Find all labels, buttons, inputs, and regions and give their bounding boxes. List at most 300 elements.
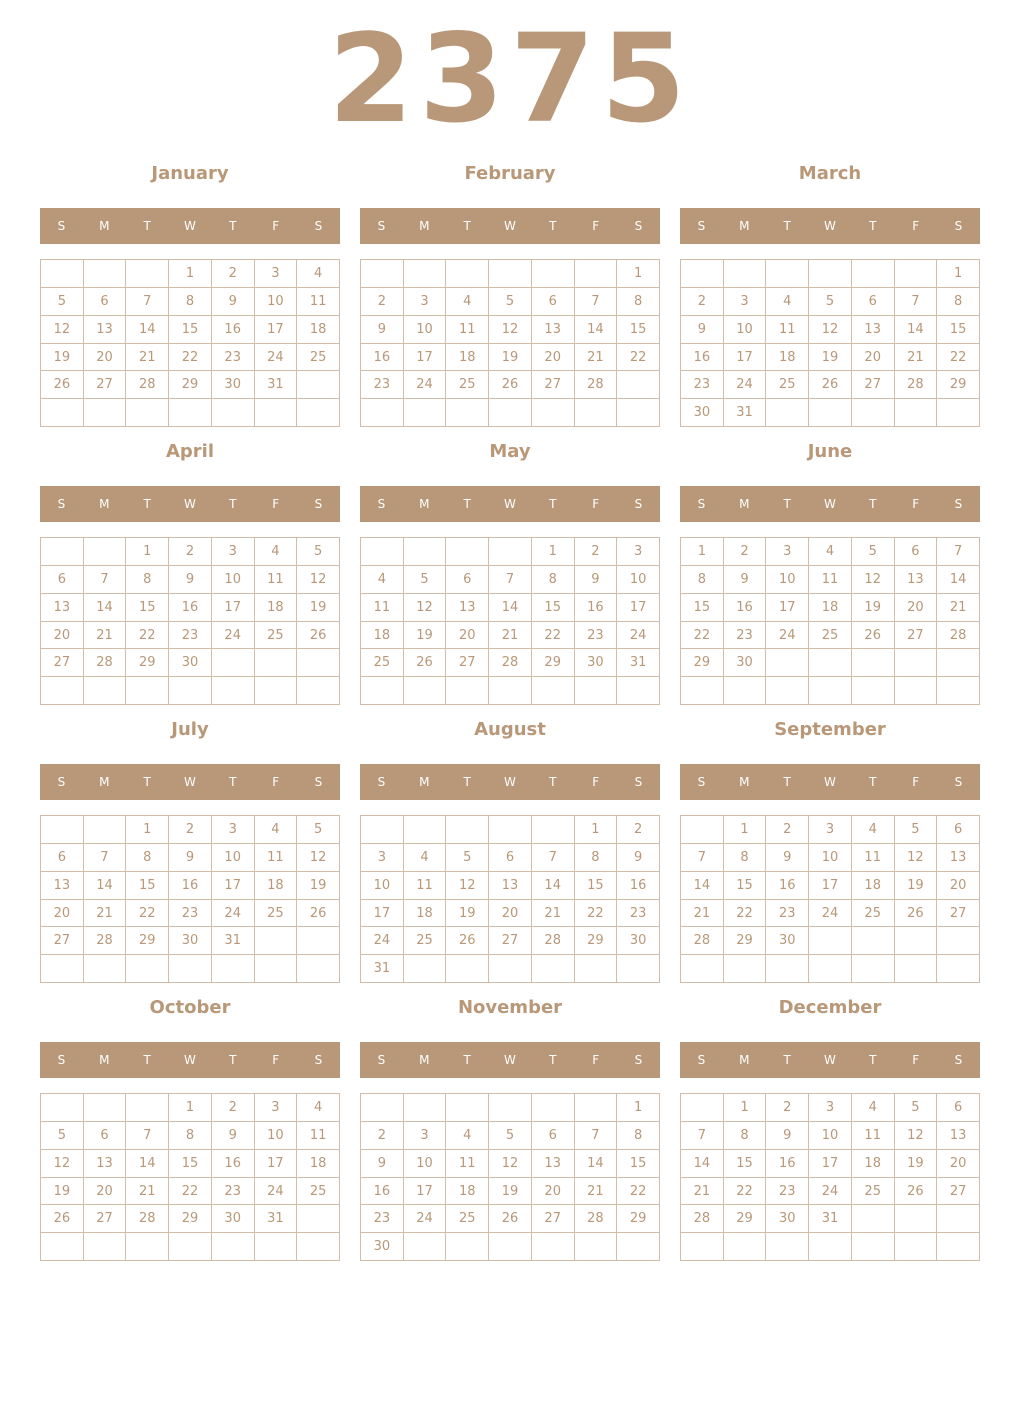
day-cell — [852, 927, 895, 955]
day-cell: 28 — [84, 927, 127, 955]
day-cell: 7 — [84, 844, 127, 872]
day-cell: 3 — [766, 538, 809, 566]
day-cell: 2 — [361, 1122, 404, 1150]
weekday-label: M — [419, 1053, 430, 1067]
day-cell: 26 — [297, 622, 340, 650]
weekday-label: S — [954, 219, 963, 233]
day-cell: 23 — [681, 371, 724, 399]
day-cell: 1 — [126, 816, 169, 844]
day-cell — [489, 677, 532, 705]
day-cell: 9 — [212, 288, 255, 316]
weekday-label: T — [229, 219, 237, 233]
weekday-header — [360, 764, 660, 800]
month-name: May — [489, 441, 531, 462]
day-cell: 27 — [446, 649, 489, 677]
day-cell: 3 — [404, 288, 447, 316]
weekday-label: F — [912, 497, 920, 511]
day-cell: 15 — [681, 594, 724, 622]
month-name: August — [474, 719, 546, 740]
weekday-label: W — [824, 775, 836, 789]
day-cell: 2 — [575, 538, 618, 566]
day-cell: 21 — [126, 1178, 169, 1206]
day-cell: 17 — [809, 872, 852, 900]
day-cell — [84, 538, 127, 566]
day-cell — [361, 677, 404, 705]
day-cell — [169, 677, 212, 705]
day-cell: 8 — [681, 566, 724, 594]
day-cell: 17 — [617, 594, 660, 622]
day-cell: 28 — [126, 371, 169, 399]
day-cell: 19 — [297, 594, 340, 622]
day-cell: 5 — [489, 1122, 532, 1150]
day-cell: 24 — [361, 927, 404, 955]
day-cell: 8 — [724, 844, 767, 872]
day-cell — [84, 1233, 127, 1261]
day-cell — [489, 1094, 532, 1122]
day-cell — [575, 260, 618, 288]
day-cell: 3 — [809, 1094, 852, 1122]
day-cell: 6 — [895, 538, 938, 566]
day-cell: 17 — [404, 1178, 447, 1206]
day-cell — [895, 260, 938, 288]
day-cell: 24 — [617, 622, 660, 650]
weekday-label: F — [592, 497, 600, 511]
day-cell: 2 — [212, 1094, 255, 1122]
day-cell: 22 — [724, 1178, 767, 1206]
day-cell — [297, 1233, 340, 1261]
day-cell: 2 — [212, 260, 255, 288]
day-cell — [617, 399, 660, 427]
day-cell — [255, 649, 298, 677]
day-cell: 16 — [169, 594, 212, 622]
weekday-label: F — [592, 775, 600, 789]
day-cell: 3 — [212, 816, 255, 844]
day-cell — [575, 399, 618, 427]
day-cell: 10 — [361, 872, 404, 900]
day-cell: 26 — [446, 927, 489, 955]
day-cell: 16 — [617, 872, 660, 900]
day-cell: 4 — [446, 288, 489, 316]
day-cell: 11 — [404, 872, 447, 900]
day-cell — [297, 927, 340, 955]
day-cell: 27 — [895, 622, 938, 650]
day-cell: 29 — [126, 927, 169, 955]
weekday-label: S — [314, 1053, 323, 1067]
weekday-label: S — [954, 775, 963, 789]
day-cell — [212, 399, 255, 427]
day-cell — [532, 260, 575, 288]
day-cell: 11 — [446, 316, 489, 344]
day-cell: 4 — [809, 538, 852, 566]
weekday-label: T — [143, 219, 151, 233]
day-cell: 29 — [126, 649, 169, 677]
day-cell: 24 — [212, 900, 255, 928]
day-cell: 11 — [809, 566, 852, 594]
day-cell — [852, 649, 895, 677]
day-cell: 17 — [212, 872, 255, 900]
day-cell: 9 — [575, 566, 618, 594]
day-cell: 18 — [297, 316, 340, 344]
day-cell: 10 — [255, 1122, 298, 1150]
month-march — [680, 156, 980, 434]
day-cell: 24 — [404, 371, 447, 399]
day-cell: 5 — [297, 538, 340, 566]
day-cell: 16 — [169, 872, 212, 900]
day-cell: 12 — [895, 844, 938, 872]
day-cell — [809, 927, 852, 955]
day-cell: 11 — [361, 594, 404, 622]
day-cell: 30 — [681, 399, 724, 427]
day-cell: 27 — [937, 1178, 980, 1206]
day-cell — [766, 399, 809, 427]
day-cell: 7 — [126, 1122, 169, 1150]
day-cell: 19 — [809, 344, 852, 372]
day-cell: 19 — [446, 900, 489, 928]
weekday-label: T — [143, 775, 151, 789]
day-cell — [126, 677, 169, 705]
day-cell — [937, 1205, 980, 1233]
day-cell — [404, 260, 447, 288]
day-cell: 16 — [212, 316, 255, 344]
day-cell: 7 — [126, 288, 169, 316]
day-cell: 19 — [895, 872, 938, 900]
day-cell: 13 — [489, 872, 532, 900]
day-cell: 8 — [126, 566, 169, 594]
day-cell: 14 — [84, 594, 127, 622]
month-name: December — [778, 997, 882, 1018]
day-cell: 24 — [404, 1205, 447, 1233]
day-cell — [852, 399, 895, 427]
day-cell: 23 — [212, 1178, 255, 1206]
day-cell: 30 — [361, 1233, 404, 1261]
day-cell — [404, 1233, 447, 1261]
day-cell: 24 — [809, 900, 852, 928]
day-cell: 26 — [809, 371, 852, 399]
day-cell — [255, 399, 298, 427]
day-cell: 24 — [809, 1178, 852, 1206]
day-cell — [724, 1233, 767, 1261]
day-cell: 13 — [532, 1150, 575, 1178]
day-cell — [895, 1233, 938, 1261]
day-cell — [895, 1205, 938, 1233]
day-cell: 7 — [575, 1122, 618, 1150]
day-cell: 17 — [809, 1150, 852, 1178]
day-cell — [532, 1233, 575, 1261]
day-cell: 14 — [84, 872, 127, 900]
day-cell: 25 — [404, 927, 447, 955]
day-cell — [937, 649, 980, 677]
day-cell: 3 — [255, 1094, 298, 1122]
day-cell: 14 — [895, 316, 938, 344]
weekday-label: W — [504, 1053, 516, 1067]
day-cell: 17 — [361, 900, 404, 928]
month-august — [360, 712, 660, 990]
day-cell: 28 — [681, 1205, 724, 1233]
day-cell — [41, 399, 84, 427]
day-cell: 10 — [212, 566, 255, 594]
day-cell: 1 — [617, 1094, 660, 1122]
month-name: June — [807, 441, 853, 462]
day-grid — [680, 1093, 980, 1261]
day-cell — [126, 399, 169, 427]
day-cell — [937, 677, 980, 705]
day-cell — [84, 816, 127, 844]
day-cell — [895, 649, 938, 677]
weekday-label: S — [57, 775, 66, 789]
day-cell: 21 — [575, 344, 618, 372]
weekday-label: T — [463, 219, 471, 233]
day-cell: 13 — [937, 1122, 980, 1150]
day-cell: 12 — [404, 594, 447, 622]
day-cell — [532, 677, 575, 705]
day-cell — [297, 399, 340, 427]
day-cell: 29 — [169, 1205, 212, 1233]
weekday-label: S — [697, 1053, 706, 1067]
day-cell: 23 — [212, 344, 255, 372]
day-cell: 30 — [169, 649, 212, 677]
day-cell: 18 — [446, 344, 489, 372]
day-cell: 14 — [937, 566, 980, 594]
day-cell: 21 — [681, 1178, 724, 1206]
month-name: September — [774, 719, 886, 740]
day-cell: 24 — [255, 344, 298, 372]
weekday-label: T — [463, 775, 471, 789]
day-cell: 21 — [126, 344, 169, 372]
day-cell — [766, 677, 809, 705]
day-cell: 8 — [126, 844, 169, 872]
day-cell — [446, 260, 489, 288]
weekday-label: S — [314, 497, 323, 511]
day-cell — [361, 538, 404, 566]
day-cell — [361, 260, 404, 288]
day-cell: 22 — [617, 344, 660, 372]
day-cell — [297, 371, 340, 399]
day-cell: 2 — [681, 288, 724, 316]
day-cell: 5 — [489, 288, 532, 316]
day-cell: 25 — [255, 622, 298, 650]
day-cell: 12 — [489, 1150, 532, 1178]
day-cell: 5 — [809, 288, 852, 316]
day-cell: 22 — [937, 344, 980, 372]
day-cell: 6 — [852, 288, 895, 316]
day-cell: 15 — [724, 1150, 767, 1178]
day-cell — [126, 1233, 169, 1261]
weekday-label: M — [739, 1053, 750, 1067]
day-cell: 11 — [446, 1150, 489, 1178]
day-cell: 18 — [766, 344, 809, 372]
day-cell: 26 — [895, 900, 938, 928]
day-cell: 4 — [297, 260, 340, 288]
weekday-label: M — [739, 775, 750, 789]
weekday-label: F — [272, 775, 280, 789]
day-cell: 8 — [937, 288, 980, 316]
day-cell: 31 — [809, 1205, 852, 1233]
day-cell: 1 — [169, 1094, 212, 1122]
day-cell: 12 — [852, 566, 895, 594]
day-cell: 7 — [681, 1122, 724, 1150]
day-cell: 7 — [532, 844, 575, 872]
day-cell: 16 — [681, 344, 724, 372]
day-cell — [489, 399, 532, 427]
day-cell — [169, 1233, 212, 1261]
weekday-label: F — [912, 775, 920, 789]
weekday-header — [360, 208, 660, 244]
day-cell: 15 — [575, 872, 618, 900]
day-cell — [809, 677, 852, 705]
day-cell: 25 — [809, 622, 852, 650]
weekday-label: F — [592, 219, 600, 233]
day-cell: 28 — [126, 1205, 169, 1233]
day-cell: 30 — [766, 927, 809, 955]
day-cell: 16 — [766, 1150, 809, 1178]
day-cell: 11 — [852, 1122, 895, 1150]
day-cell: 9 — [617, 844, 660, 872]
day-cell: 10 — [255, 288, 298, 316]
day-cell — [766, 649, 809, 677]
day-cell: 3 — [809, 816, 852, 844]
day-cell: 17 — [212, 594, 255, 622]
day-cell — [852, 955, 895, 983]
day-cell: 22 — [724, 900, 767, 928]
day-cell: 19 — [41, 344, 84, 372]
day-cell: 28 — [895, 371, 938, 399]
day-cell: 3 — [617, 538, 660, 566]
day-cell — [937, 399, 980, 427]
day-cell — [169, 399, 212, 427]
day-cell: 18 — [852, 872, 895, 900]
weekday-label: W — [504, 219, 516, 233]
day-cell — [489, 816, 532, 844]
weekday-label: S — [377, 775, 386, 789]
day-cell: 13 — [446, 594, 489, 622]
day-cell: 2 — [169, 816, 212, 844]
day-cell: 21 — [575, 1178, 618, 1206]
weekday-label: F — [272, 1053, 280, 1067]
day-grid — [360, 259, 660, 427]
day-cell: 7 — [575, 288, 618, 316]
day-cell: 8 — [724, 1122, 767, 1150]
day-cell — [446, 1233, 489, 1261]
day-cell — [724, 955, 767, 983]
day-cell — [895, 399, 938, 427]
month-name: January — [151, 163, 229, 184]
weekday-label: S — [634, 219, 643, 233]
weekday-label: W — [504, 775, 516, 789]
day-cell — [41, 955, 84, 983]
day-cell: 17 — [404, 344, 447, 372]
day-cell — [446, 677, 489, 705]
weekday-label: S — [634, 775, 643, 789]
day-cell — [404, 538, 447, 566]
day-cell: 21 — [937, 594, 980, 622]
weekday-label: T — [783, 219, 791, 233]
day-cell: 27 — [532, 371, 575, 399]
day-cell — [937, 955, 980, 983]
day-cell: 7 — [84, 566, 127, 594]
day-cell — [489, 955, 532, 983]
day-cell — [41, 260, 84, 288]
day-grid — [40, 537, 340, 705]
day-cell: 25 — [297, 1178, 340, 1206]
day-cell: 10 — [404, 316, 447, 344]
day-cell: 19 — [852, 594, 895, 622]
weekday-label: W — [824, 1053, 836, 1067]
day-grid — [680, 259, 980, 427]
day-cell: 9 — [361, 1150, 404, 1178]
day-cell — [809, 260, 852, 288]
day-cell: 3 — [361, 844, 404, 872]
day-cell: 12 — [489, 316, 532, 344]
day-cell: 16 — [724, 594, 767, 622]
weekday-label: S — [954, 497, 963, 511]
weekday-label: T — [869, 1053, 877, 1067]
month-name: April — [165, 441, 215, 462]
day-cell: 30 — [575, 649, 618, 677]
weekday-header — [360, 486, 660, 522]
day-cell — [404, 816, 447, 844]
day-cell: 14 — [575, 316, 618, 344]
day-cell — [297, 677, 340, 705]
day-cell: 4 — [852, 1094, 895, 1122]
day-grid — [680, 537, 980, 705]
day-cell: 26 — [489, 1205, 532, 1233]
day-cell — [297, 955, 340, 983]
day-cell: 20 — [852, 344, 895, 372]
month-may — [360, 434, 660, 712]
day-cell: 25 — [852, 1178, 895, 1206]
day-cell — [84, 1094, 127, 1122]
weekday-label: T — [463, 1053, 471, 1067]
day-cell: 18 — [297, 1150, 340, 1178]
weekday-label: T — [783, 1053, 791, 1067]
day-cell — [532, 816, 575, 844]
year-title: 2375 — [328, 8, 692, 150]
day-cell — [212, 955, 255, 983]
day-cell: 17 — [255, 316, 298, 344]
day-cell: 31 — [724, 399, 767, 427]
day-cell: 25 — [852, 900, 895, 928]
day-cell: 9 — [169, 844, 212, 872]
day-cell: 27 — [937, 900, 980, 928]
day-cell: 20 — [532, 1178, 575, 1206]
weekday-label: S — [697, 775, 706, 789]
weekday-header — [680, 486, 980, 522]
day-cell — [895, 955, 938, 983]
weekday-label: F — [272, 219, 280, 233]
day-cell: 8 — [169, 288, 212, 316]
day-cell — [41, 538, 84, 566]
day-cell — [446, 1094, 489, 1122]
weekday-header — [40, 208, 340, 244]
day-cell: 12 — [809, 316, 852, 344]
day-cell: 27 — [84, 1205, 127, 1233]
day-cell: 28 — [575, 1205, 618, 1233]
day-cell: 30 — [724, 649, 767, 677]
day-cell: 30 — [212, 1205, 255, 1233]
day-cell — [41, 816, 84, 844]
day-cell — [84, 955, 127, 983]
day-cell: 28 — [532, 927, 575, 955]
day-cell: 23 — [361, 1205, 404, 1233]
day-cell: 22 — [681, 622, 724, 650]
day-cell: 20 — [937, 872, 980, 900]
day-cell: 6 — [937, 816, 980, 844]
day-cell: 19 — [41, 1178, 84, 1206]
weekday-header — [40, 1042, 340, 1078]
day-cell: 11 — [255, 566, 298, 594]
weekday-header — [680, 208, 980, 244]
weekday-label: W — [824, 219, 836, 233]
